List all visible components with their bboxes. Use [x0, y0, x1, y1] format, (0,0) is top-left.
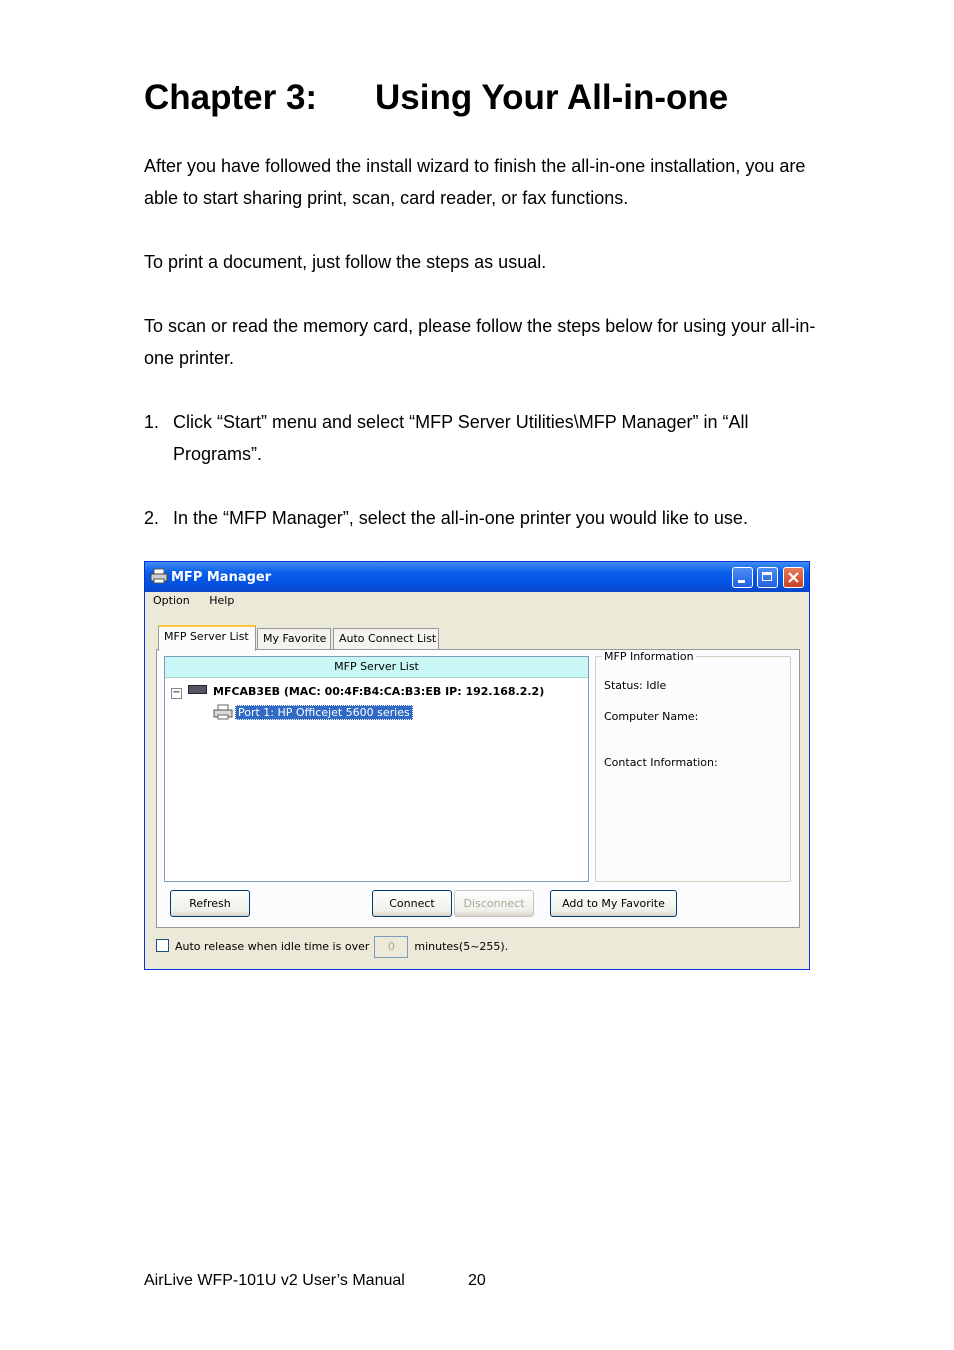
- footer-page-number: 20: [468, 1272, 486, 1289]
- mfp-information-group: [595, 650, 791, 882]
- step-1: [144, 406, 824, 470]
- step-2: [144, 502, 824, 534]
- idle-time-unit: minutes(5~255).: [414, 940, 509, 953]
- step-number: 2.: [144, 508, 160, 528]
- print-paragraph: To print a document, just follow the steps as usual.: [144, 252, 547, 272]
- chapter-title: Using Your All-in-one: [375, 78, 729, 117]
- server-icon: [188, 685, 207, 694]
- step-text: Click “Start” menu and select “MFP Server Utilities\MFP Manager” in “All Programs”.: [173, 412, 749, 464]
- idle-time-input[interactable]: 0: [374, 936, 408, 958]
- printer-icon: [150, 568, 168, 584]
- window-title: MFP Manager: [171, 570, 272, 585]
- close-icon: [784, 568, 803, 587]
- tab-panel: [156, 649, 800, 928]
- printer-port-icon: [213, 704, 233, 720]
- close-button[interactable]: [783, 567, 804, 588]
- connect-button[interactable]: Connect: [372, 890, 452, 917]
- server-node[interactable]: [171, 685, 544, 699]
- menu-option[interactable]: Option: [153, 594, 190, 607]
- chapter-heading: [144, 78, 728, 118]
- mfp-manager-window: [144, 561, 810, 970]
- menu-bar: [153, 594, 250, 614]
- chapter-number: Chapter 3:: [144, 78, 318, 117]
- intro-paragraph: After you have followed the install wizard to finish the all-in-one installation, you are able to start sharing print, scan, card reader, or fax functions.: [144, 156, 806, 208]
- title-bar[interactable]: [145, 562, 809, 592]
- scan-paragraph: To scan or read the memory card, please follow the steps below for using your all-in-one printer.: [144, 316, 816, 368]
- footer-manual-name: AirLive WFP-101U v2 User’s Manual: [144, 1272, 405, 1289]
- auto-release-checkbox[interactable]: [156, 939, 169, 952]
- port-node[interactable]: Port 1: HP Officejet 5600 series: [235, 705, 413, 720]
- auto-release-row: [156, 936, 508, 958]
- status-label: Status: Idle: [604, 679, 667, 692]
- server-list[interactable]: [164, 656, 589, 882]
- step-number: 1.: [144, 412, 160, 432]
- collapse-icon[interactable]: −: [172, 687, 181, 698]
- tab-mfp-server-list[interactable]: MFP Server List: [158, 625, 256, 651]
- contact-information-label: Contact Information:: [604, 756, 718, 769]
- maximize-button[interactable]: [757, 567, 778, 588]
- refresh-button[interactable]: Refresh: [170, 890, 250, 917]
- minimize-button[interactable]: [732, 567, 753, 588]
- minimize-icon: [738, 580, 745, 583]
- add-to-favorite-button[interactable]: Add to My Favorite: [550, 890, 677, 917]
- server-list-header: MFP Server List: [165, 657, 588, 678]
- auto-release-label: Auto release when idle time is over: [175, 940, 370, 953]
- disconnect-button[interactable]: Disconnect: [454, 890, 534, 917]
- mfp-information-legend: MFP Information: [604, 650, 694, 663]
- tab-auto-connect-list[interactable]: Auto Connect List: [333, 628, 439, 650]
- computer-name-label: Computer Name:: [604, 710, 699, 723]
- maximize-icon: [762, 572, 772, 581]
- server-node-label: MFCAB3EB (MAC: 00:4F:B4:CA:B3:EB IP: 192.168.2.2): [213, 685, 545, 698]
- step-text: In the “MFP Manager”, select the all-in-one printer you would like to use.: [173, 508, 748, 528]
- tab-my-favorite[interactable]: My Favorite: [257, 628, 331, 650]
- menu-help[interactable]: Help: [209, 594, 235, 607]
